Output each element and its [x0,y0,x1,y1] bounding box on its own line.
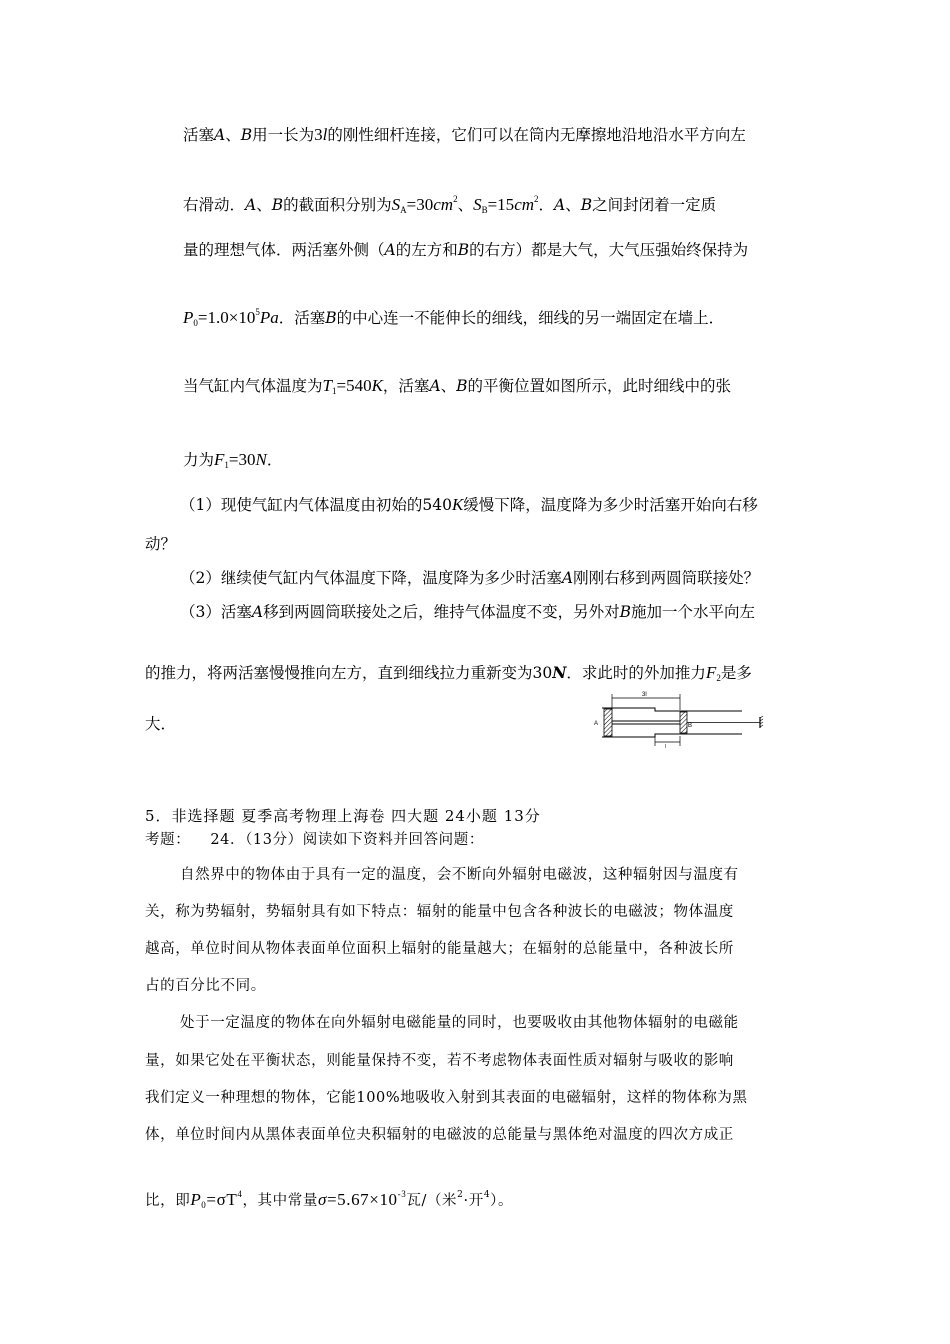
text: 比，即 [145,1193,191,1209]
text: 、 [225,126,241,144]
question-3-line-3 [145,713,176,735]
math-expr: =σT [206,1190,238,1209]
text: 、 [457,196,474,214]
text: 、 [256,196,272,214]
problem-line-5 [183,375,731,402]
problem-line-2 [183,188,716,221]
exam-text: 24．（13分）阅读如下资料并回答问题： [210,832,484,848]
problem-line-4 [183,301,724,334]
exam-line [145,829,484,851]
math-var: S [391,195,401,214]
text: 力为 [183,451,215,469]
var-a: A [251,603,264,621]
paragraph-1-line-3: 越高，单位时间从物体表面单位面积上辐射的能量越大；在辐射的总能量中，各种波长所 [145,941,734,957]
question-3-line-1 [180,601,755,623]
text: ·开 [463,1193,484,1209]
math-unit: K [371,376,383,395]
math-unit: N [255,450,267,469]
text: 的刚性细杆连接，它们可以在筒内无摩擦地沿地沿水平方向左 [327,126,746,144]
math-var: P [183,308,194,327]
text: ，其中常量 [242,1193,318,1209]
paragraph-1-line-4: 占的百分比不同。 [145,978,266,994]
formula-line [145,1183,513,1216]
var-b: B [619,603,631,621]
text: ）。 [490,1193,514,1209]
math-sup: 4 [483,1190,491,1200]
math-unit: cm [433,195,454,214]
text: 用一长为 [252,126,315,144]
paragraph-2-line-1: 处于一定温度的物体在向外辐射电磁能量的同时，也要吸收由其他物体辐射的电磁能 [180,1015,739,1031]
label-a: A [594,721,599,727]
text: 的右方）都是大气，大气压强始终保持为 [469,241,749,259]
var-a: A [245,196,257,214]
math-var: σ [317,1190,327,1209]
text: 当气缸内气体温度为 [183,377,323,395]
text: （3）活塞 [180,603,252,621]
math-var: P [190,1190,202,1209]
math-var: F [214,450,225,469]
exam-label: 考题： [145,832,191,848]
section-heading: 5．非选择题 夏季高考物理上海卷 四大题 24小题 13分 [145,807,541,825]
var-b: B [240,126,253,144]
math-var: T [322,376,332,395]
math-unit: cm [514,195,535,214]
text: 大． [145,715,177,733]
math-sub: 0 [193,318,198,328]
math-sup: -3 [397,1189,407,1199]
text: 是多 [720,664,752,682]
text: 移到两圆筒联接处之后，维持气体温度不变，另外对 [263,603,620,621]
big-cylinder-bottom-wall [602,734,677,737]
question-1-line-1 [180,494,758,516]
math-sub: 2 [716,673,721,683]
math-sub: B [481,205,488,215]
piston-a [604,709,612,736]
question-2 [180,567,759,589]
text: 刚刚右移到两圆筒联接处？ [573,569,760,587]
math-num: =1.0×10 [197,308,256,327]
math-num: =30 [406,195,434,214]
math-sub: 1 [331,386,337,396]
text: ． [538,196,555,214]
math-var: S [473,195,482,214]
math-sup: 2 [453,194,458,204]
var-b: B [325,309,337,327]
math-sup: 2 [457,1190,464,1200]
math-num: =30 [228,450,256,469]
label-l: l [665,744,667,748]
text: ．活塞 [278,309,326,327]
math-var: l [322,125,328,144]
text: 的平衡位置如图所示，此时细线中的张 [467,377,732,395]
problem-line-3 [183,239,748,261]
text: 、 [565,196,581,214]
var-b: B [580,196,593,214]
text: 之间封闭着一定质 [592,196,717,214]
unit-n: N [552,663,567,682]
math-sup: 4 [237,1189,243,1199]
text: 的左方和 [395,241,458,259]
math-num: 3 [314,125,323,144]
var-b: B [271,196,284,214]
cylinder-piston-diagram [592,690,772,748]
text: ． [266,451,283,469]
math-sub: A [400,205,407,215]
math-sup: 5 [255,307,260,317]
big-cylinder-top-wall [602,708,677,711]
piston-b [680,712,687,733]
label-b: B [688,723,693,729]
question-1-line-2 [145,533,176,555]
text: （2）继续使气缸内气体温度下降，温度降为多少时活塞 [180,569,562,587]
text: （1）现使气缸内气体温度由初始的540 [180,496,452,514]
var-b: B [456,377,468,395]
math-num: =15 [487,195,515,214]
math-num: =540 [336,376,372,395]
text: ．求此时的外加推力 [566,664,706,682]
math-sup: 2 [534,194,539,204]
text: 动？ [145,535,177,553]
text: 量的理想气体．两活塞外侧（ [183,241,385,259]
paragraph-2-line-3: 我们定义一种理想的物体，它能100%地吸收入射到其表面的电磁辐射，这样的物体称为黑 [145,1090,748,1106]
text: 施加一个水平向左 [630,603,755,621]
var-a: A [214,126,226,144]
paragraph-2-line-2: 量，如果它处在平衡状态，则能量保持不变，若不考虑物体表面性质对辐射与吸收的影响 [145,1053,734,1069]
var-b: B [457,241,470,259]
label-3l: 3l [642,692,647,698]
math-unit: Pa [259,308,279,327]
math-num: =5.67×10 [326,1190,398,1209]
text: 的截面积分别为 [283,196,392,214]
math-sub: 1 [224,460,229,470]
paragraph-1-line-1: 自然界中的物体由于具有一定的温度，会不断向外辐射电磁波，这种辐射因与温度有 [180,867,739,883]
problem-line-1 [183,124,746,146]
text: 活塞 [183,126,215,144]
math-unit: K [451,495,464,514]
paragraph-2-line-4: 体，单位时间内从黑体表面单位夬积辐射的电磁波的总能量与黑体绝对温度的四次方成正 [145,1127,734,1143]
text: 右滑动． [183,196,246,214]
var-a: A [429,377,441,395]
var-a: A [554,196,566,214]
problem-line-6 [183,449,282,476]
math-sub: 0 [201,1200,207,1210]
question-3-line-2 [145,662,752,689]
var-a: A [561,569,574,587]
text: 的推力，将两活塞慢慢推向左方，直到细线拉力重新变为30 [145,664,553,682]
text: ，活塞 [382,377,430,395]
paragraph-1-line-2: 关，称为势辐射，势辐射具有如下特点：辐射的能量中包含各种波长的电磁波；物体温度 [145,904,734,920]
text: 、 [440,377,457,395]
math-var: F [705,663,717,682]
text: 缓慢下降，温度降为多少时活塞开始向右移 [463,496,758,514]
text: 的中心连一不能伸长的细线，细线的另一端固定在墙上． [336,309,725,327]
var-a: A [384,241,396,259]
text: 瓦/（米 [406,1193,458,1209]
